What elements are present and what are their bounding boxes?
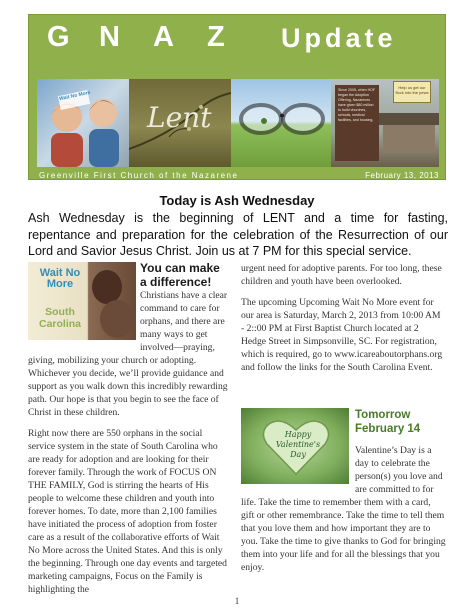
- banner-footer: [39, 171, 439, 181]
- masthead: [29, 19, 445, 59]
- kids-photo: [37, 79, 129, 167]
- masthead-letter-z: Z: [207, 21, 225, 53]
- logo-title: Wait No More: [39, 267, 81, 290]
- right-column: [241, 262, 446, 574]
- glasses-photo: [231, 79, 331, 167]
- masthead-letter-n: N: [99, 21, 120, 53]
- newsletter-banner: [28, 14, 446, 180]
- church-name: Greenville First Church of the Nazarene: [39, 171, 239, 180]
- page-number: 1: [234, 596, 240, 606]
- article-paragraph: Christians have a clear command to care for orphans, and there are many ways to get involved—praying, giving, mobilizing your church or adopting. Whichever you decide, we’ll provide guidance and support as you walk down this incredibly rewarding path. Our hope is that you begin to see the face of Christ in these children.: [28, 290, 228, 419]
- issue-date: February 13, 2013: [365, 171, 439, 180]
- masthead-update: Update: [281, 23, 397, 53]
- lent-photo: [129, 79, 231, 167]
- page-headline: Today is Ash Wednesday: [159, 193, 315, 208]
- child-photo: [92, 270, 122, 304]
- masthead-letter-a: A: [153, 21, 174, 53]
- logo-state: South Carolina: [38, 306, 81, 330]
- lent-title: Lent: [147, 101, 212, 134]
- wait-no-more-logo: [28, 262, 136, 340]
- church-building: [383, 123, 435, 153]
- banner-photo-strip: [37, 79, 439, 167]
- valentine-paragraph: Valentine’s Day is a day to celebrate the person(s) you love and are committed to for life. Take the time to remember them with a card, gift or other remembrance. Take the time to tell them that you love them and how important they are to you. Take the time to give thanks to God for bringing them into your life and for all the blessings that you enjoy.: [241, 445, 446, 573]
- church-sign-text: Help us get our flock into the pews: [393, 81, 431, 103]
- masthead-letter-g: G: [47, 21, 70, 53]
- event-paragraph: The upcoming Upcoming Wait No More event for our area is Saturday, March 2, 2013 from 10:00 AM - 2::00 PM at First Baptist Church located at 2 Hedge Street in Simpsonville, SC. For registration, which is required, go to www.icareaboutorphans.org and follow the links for the South Carolina Event.: [241, 297, 443, 373]
- intro-paragraph: Ash Wednesday is the beginning of LENT and a time for fasting, repentance and preparation for the celebration of the Resurrection of our Lord and Savior Jesus Christ. Join us at 7 PM for this special service.: [28, 211, 448, 258]
- left-column: [28, 262, 228, 604]
- eyeglasses-icon: [231, 79, 331, 167]
- adoption-ad-photo: [331, 79, 439, 167]
- valentine-heading: Tomorrow February 14: [355, 409, 421, 435]
- kids-sign-text: Wait No More: [58, 89, 92, 103]
- article-continuation: urgent need for adoptive parents. For too long, these children and youth have been overlooked.: [241, 263, 442, 287]
- valentine-image: [241, 408, 349, 484]
- valentine-greeting: Happy Valentine's Day: [275, 430, 321, 459]
- child-photo: [100, 300, 134, 338]
- adoption-ad-text: Since 2005, when HOF began the Adoption Offering, Nazarenes have given $80 million to build churches, schools, medical facilities, and housing.: [335, 85, 379, 161]
- article-paragraph: Right now there are 550 orphans in the social service system in the state of South Carolina who are ready for adoption and are looking for their forever family. Through the work of FOCUS ON THE FAMILY, God is stirring the hearts of His people to welcome these children and youth into forever homes. To date, more than 2,100 families have initiated the process of adoption from foster care as a result of the collaborative efforts of Wait No More across the United States. And this is only the beginning. Through one day events and targeted marketing campaigns, Focus on the Family is highlighting the: [28, 428, 227, 596]
- article-heading: You can make a difference!: [140, 261, 220, 289]
